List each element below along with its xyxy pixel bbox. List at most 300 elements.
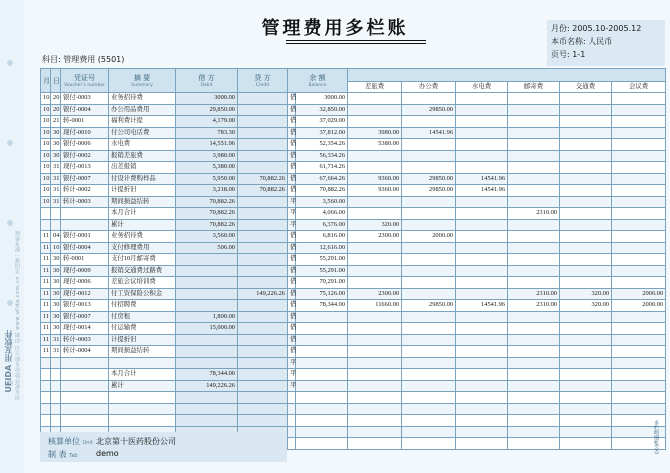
cell-transport	[560, 127, 612, 139]
cell-summary: 办公用品费用	[109, 104, 176, 116]
cell-direction: 借	[288, 346, 296, 358]
cell-meeting	[612, 139, 666, 151]
ledger-row	[41, 277, 666, 289]
cell-utilities	[456, 380, 508, 392]
expense-col-header: 交通费	[560, 82, 612, 93]
cell-month: 11	[41, 277, 51, 289]
cell-travel	[348, 415, 402, 427]
ledger-row	[41, 311, 666, 323]
cell-direction: 借	[288, 265, 296, 277]
cell-balance: 67,664.26	[296, 173, 348, 185]
cell-travel: 3980.00	[348, 127, 402, 139]
col-balance-header: 余 额 Balance	[288, 69, 348, 93]
cell-debit: 1,800.00	[176, 311, 238, 323]
ledger-row	[41, 415, 666, 427]
cell-meeting	[612, 219, 666, 231]
cell-utilities	[456, 426, 508, 438]
cell-postage: 2310.00	[508, 300, 560, 312]
cell-voucher: 转计-0003	[61, 334, 109, 346]
cell-meeting	[612, 311, 666, 323]
cell-office	[402, 208, 456, 220]
cell-summary	[109, 392, 176, 404]
cell-summary	[109, 357, 176, 369]
cell-balance	[296, 403, 348, 415]
cell-summary: 出差报销	[109, 162, 176, 174]
cell-debit	[176, 288, 238, 300]
cell-balance: 4,066.00	[296, 208, 348, 220]
cell-balance: 78,344.00	[296, 300, 348, 312]
col-day-header: 日	[51, 69, 61, 93]
cell-balance	[296, 426, 348, 438]
cell-transport	[560, 369, 612, 381]
cell-meeting	[612, 104, 666, 116]
cell-month	[41, 219, 51, 231]
cell-month: 10	[41, 162, 51, 174]
cell-utilities	[456, 93, 508, 105]
cell-meeting	[612, 265, 666, 277]
cell-direction: 借	[288, 116, 296, 128]
punch-hole	[7, 140, 13, 146]
cell-direction: 借	[288, 104, 296, 116]
cell-office: 29850.00	[402, 173, 456, 185]
cell-utilities	[456, 415, 508, 427]
cell-month	[41, 392, 51, 404]
cell-voucher: 转计-0004	[61, 346, 109, 358]
ledger-row	[41, 127, 666, 139]
cell-meeting	[612, 380, 666, 392]
cell-summary: 期间损益结转	[109, 346, 176, 358]
cell-day: 20	[51, 104, 61, 116]
cell-meeting	[612, 162, 666, 174]
cell-transport	[560, 231, 612, 243]
expense-columns-group	[348, 69, 666, 82]
cell-office: 29850.00	[402, 300, 456, 312]
cell-voucher: 银付-0007	[61, 311, 109, 323]
cell-utilities	[456, 357, 508, 369]
punch-hole	[7, 220, 13, 226]
cell-travel: 11660.00	[348, 300, 402, 312]
cell-transport	[560, 392, 612, 404]
cell-summary: 计提折旧	[109, 334, 176, 346]
cell-voucher: 银付-0004	[61, 242, 109, 254]
cell-postage	[508, 392, 560, 404]
cell-summary: 累计	[109, 380, 176, 392]
ledger-row	[41, 173, 666, 185]
cell-office	[402, 403, 456, 415]
cell-balance: 37,029.00	[296, 116, 348, 128]
cell-voucher	[61, 403, 109, 415]
cell-meeting	[612, 346, 666, 358]
cell-travel	[348, 426, 402, 438]
cell-travel	[348, 311, 402, 323]
cell-voucher: 银付-0007	[61, 173, 109, 185]
cell-office	[402, 380, 456, 392]
cell-credit	[238, 196, 288, 208]
cell-meeting	[612, 231, 666, 243]
cell-month: 10	[41, 173, 51, 185]
cell-summary: 本月合计	[109, 208, 176, 220]
cell-credit	[238, 116, 288, 128]
cell-office	[402, 162, 456, 174]
cell-credit	[238, 162, 288, 174]
cell-debit: 5,950.00	[176, 173, 238, 185]
col-month-header: 月	[41, 69, 51, 93]
expense-col-header: 会议费	[612, 82, 666, 93]
cell-debit: 70,882.26	[176, 196, 238, 208]
cell-transport	[560, 173, 612, 185]
cell-transport	[560, 139, 612, 151]
cell-utilities	[456, 127, 508, 139]
cell-summary: 付房租	[109, 311, 176, 323]
cell-postage	[508, 231, 560, 243]
cell-meeting	[612, 277, 666, 289]
cell-utilities	[456, 277, 508, 289]
cell-credit	[238, 139, 288, 151]
cell-balance	[296, 346, 348, 358]
cell-balance	[296, 311, 348, 323]
cell-balance	[296, 438, 348, 450]
ledger-row	[41, 392, 666, 404]
cell-summary: 付公司电话费	[109, 127, 176, 139]
cell-credit	[238, 334, 288, 346]
cell-debit	[176, 254, 238, 266]
cell-postage	[508, 265, 560, 277]
cell-month: 11	[41, 311, 51, 323]
cell-debit	[176, 357, 238, 369]
cell-debit: 78,344.00	[176, 369, 238, 381]
cell-postage	[508, 415, 560, 427]
cell-balance: 6,816.00	[296, 231, 348, 243]
cell-office	[402, 311, 456, 323]
cell-debit: 3,218.00	[176, 185, 238, 197]
cell-direction: 借	[288, 150, 296, 162]
cell-transport	[560, 265, 612, 277]
ledger-row	[41, 93, 666, 105]
cell-meeting	[612, 185, 666, 197]
cell-voucher: 现付-0014	[61, 323, 109, 335]
cell-day: 30	[51, 150, 61, 162]
cell-voucher: 现付-0013	[61, 162, 109, 174]
cell-transport	[560, 426, 612, 438]
cell-transport	[560, 415, 612, 427]
cell-office	[402, 415, 456, 427]
cell-month: 10	[41, 139, 51, 151]
cell-month: 10	[41, 116, 51, 128]
cell-balance	[296, 323, 348, 335]
cell-day: 31	[51, 196, 61, 208]
cell-meeting	[612, 242, 666, 254]
cell-travel: 320.00	[348, 219, 402, 231]
cell-travel	[348, 334, 402, 346]
ledger-table	[40, 68, 666, 450]
ledger-row	[41, 346, 666, 358]
cell-postage	[508, 346, 560, 358]
cell-balance	[296, 415, 348, 427]
cell-postage: 2310.00	[508, 288, 560, 300]
cell-direction	[288, 392, 296, 404]
cell-travel: 2300.00	[348, 231, 402, 243]
cell-direction: 借	[288, 288, 296, 300]
cell-credit: 149,226.26	[238, 288, 288, 300]
ledger-row	[41, 357, 666, 369]
cell-office	[402, 357, 456, 369]
cell-travel	[348, 208, 402, 220]
cell-debit	[176, 415, 238, 427]
cell-summary	[109, 415, 176, 427]
cell-day	[51, 415, 61, 427]
cell-debit	[176, 403, 238, 415]
ledger-row	[41, 139, 666, 151]
cell-office: 2000.00	[402, 231, 456, 243]
cell-month: 10	[41, 127, 51, 139]
strip-print-text: 用友软件股份有限公司 印制 www.ufida.com.cn 全国统一服务热线	[15, 230, 21, 400]
cell-travel	[348, 369, 402, 381]
cell-day: 31	[51, 185, 61, 197]
cell-office: 14541.96	[402, 127, 456, 139]
cell-postage	[508, 196, 560, 208]
cell-debit: 70,882.26	[176, 208, 238, 220]
cell-utilities	[456, 116, 508, 128]
cell-office	[402, 426, 456, 438]
cell-direction: 平	[288, 357, 296, 369]
cell-postage	[508, 311, 560, 323]
cell-transport	[560, 208, 612, 220]
cell-month: 11	[41, 323, 51, 335]
cell-postage	[508, 426, 560, 438]
cell-balance: 52,354.26	[296, 139, 348, 151]
cell-month: 11	[41, 346, 51, 358]
cell-credit	[238, 93, 288, 105]
cell-debit: 149,226.26	[176, 380, 238, 392]
cell-utilities	[456, 162, 508, 174]
cell-direction: 借	[288, 242, 296, 254]
ledger-row	[41, 150, 666, 162]
cell-direction: 借	[288, 139, 296, 151]
cell-voucher: 转计-0002	[61, 185, 109, 197]
cell-travel	[348, 242, 402, 254]
cell-travel: 5380.00	[348, 139, 402, 151]
cell-utilities	[456, 196, 508, 208]
cell-voucher: 现付-0006	[61, 277, 109, 289]
col-debit-header: 借 方 Debit	[176, 69, 238, 93]
cell-postage	[508, 162, 560, 174]
expense-col-header: 差旅费	[348, 82, 402, 93]
cell-balance: 56,334.26	[296, 150, 348, 162]
cell-summary	[109, 403, 176, 415]
cell-utilities	[456, 104, 508, 116]
cell-transport	[560, 116, 612, 128]
cell-day: 21	[51, 116, 61, 128]
cell-month: 10	[41, 196, 51, 208]
ledger-row	[41, 369, 666, 381]
cell-credit: 70,882.26	[238, 173, 288, 185]
cell-postage	[508, 127, 560, 139]
ledger-row	[41, 116, 666, 128]
cell-day: 30	[51, 265, 61, 277]
cell-transport: 320.00	[560, 288, 612, 300]
cell-office	[402, 254, 456, 266]
cell-direction	[288, 426, 296, 438]
cell-credit	[238, 369, 288, 381]
ledger-row	[41, 380, 666, 392]
cell-postage	[508, 277, 560, 289]
cell-meeting	[612, 116, 666, 128]
cell-utilities: 14541.96	[456, 173, 508, 185]
maker-label: 制 表 Tab	[48, 450, 78, 459]
cell-meeting	[612, 127, 666, 139]
cell-office: 29850.00	[402, 104, 456, 116]
ledger-row	[41, 254, 666, 266]
cell-balance	[296, 334, 348, 346]
cell-utilities	[456, 392, 508, 404]
cell-month: 11	[41, 334, 51, 346]
cell-utilities	[456, 403, 508, 415]
cell-direction: 借	[288, 127, 296, 139]
cell-voucher: 现付-0012	[61, 288, 109, 300]
cell-summary: 付工资保险公积金	[109, 288, 176, 300]
cell-utilities	[456, 254, 508, 266]
cell-voucher: 转计-0003	[61, 196, 109, 208]
cell-summary: 付招聘费	[109, 300, 176, 312]
cell-meeting	[612, 357, 666, 369]
cell-transport	[560, 162, 612, 174]
cell-office	[402, 219, 456, 231]
cell-office	[402, 288, 456, 300]
cell-credit: 70,882.26	[238, 185, 288, 197]
cell-debit: 506.00	[176, 242, 238, 254]
cell-meeting	[612, 254, 666, 266]
cell-meeting	[612, 196, 666, 208]
ledger-row	[41, 104, 666, 116]
cell-travel	[348, 403, 402, 415]
cell-voucher: 转-0001	[61, 116, 109, 128]
subject-text: 科目: 管理费用 (5501)	[42, 55, 125, 64]
cell-voucher	[61, 415, 109, 427]
cell-office	[402, 242, 456, 254]
cell-credit	[238, 277, 288, 289]
cell-meeting	[612, 323, 666, 335]
cell-voucher	[61, 380, 109, 392]
page-title: 管理费用多栏账	[261, 18, 409, 39]
cell-postage	[508, 403, 560, 415]
cell-voucher: 现付-0010	[61, 127, 109, 139]
cell-meeting: 2000.00	[612, 288, 666, 300]
cell-meeting	[612, 173, 666, 185]
cell-balance: 6,376.00	[296, 219, 348, 231]
cell-month: 10	[41, 93, 51, 105]
cell-day: 31	[51, 346, 61, 358]
cell-voucher: 现付-0009	[61, 265, 109, 277]
cell-balance: 70,882.26	[296, 185, 348, 197]
cell-utilities: 14541.96	[456, 185, 508, 197]
cell-day: 30	[51, 254, 61, 266]
cell-utilities	[456, 323, 508, 335]
expense-col-header: 邮寄费	[508, 82, 560, 93]
cell-travel	[348, 196, 402, 208]
cell-office	[402, 150, 456, 162]
cell-direction: 借	[288, 300, 296, 312]
cell-balance: 37,812.00	[296, 127, 348, 139]
col-credit-header: 贷 方 Credit	[238, 69, 288, 93]
cell-summary: 支付10月邮寄费	[109, 254, 176, 266]
col-voucher-header: 凭证号 Voucher's number	[61, 69, 109, 93]
cell-day	[51, 219, 61, 231]
cell-voucher: 银付-0001	[61, 231, 109, 243]
cell-summary: 福利费计提	[109, 116, 176, 128]
cell-month: 10	[41, 150, 51, 162]
cell-credit	[238, 104, 288, 116]
cell-postage	[508, 334, 560, 346]
cell-balance: 61,714.26	[296, 162, 348, 174]
cell-credit	[238, 346, 288, 358]
cell-travel	[348, 323, 402, 335]
cell-travel: 2300.00	[348, 288, 402, 300]
cell-day: 30	[51, 127, 61, 139]
cell-balance: 55,291.00	[296, 254, 348, 266]
cell-direction: 借	[288, 185, 296, 197]
cell-office	[402, 139, 456, 151]
cell-utilities	[456, 231, 508, 243]
cell-debit: 3,560.00	[176, 231, 238, 243]
cell-debit	[176, 277, 238, 289]
cell-day: 31	[51, 162, 61, 174]
cell-transport	[560, 93, 612, 105]
cell-voucher	[61, 219, 109, 231]
cell-summary: 计提折旧	[109, 185, 176, 197]
cell-day: 20	[51, 93, 61, 105]
cell-summary: 付设计费购样品	[109, 173, 176, 185]
punch-hole	[7, 300, 13, 306]
cell-postage	[508, 173, 560, 185]
cell-day	[51, 369, 61, 381]
ledger-row	[41, 334, 666, 346]
brand-logo: UFIDA 用友软件	[4, 330, 13, 393]
cell-debit: 4,179.00	[176, 116, 238, 128]
cell-credit	[238, 403, 288, 415]
cell-summary: 业务招待费	[109, 93, 176, 105]
cell-credit	[238, 127, 288, 139]
cell-direction	[288, 415, 296, 427]
cell-day	[51, 357, 61, 369]
cell-utilities	[456, 242, 508, 254]
cell-credit	[238, 150, 288, 162]
cell-voucher	[61, 369, 109, 381]
cell-transport	[560, 346, 612, 358]
cell-month: 10	[41, 104, 51, 116]
ledger-row	[41, 208, 666, 220]
cell-credit	[238, 208, 288, 220]
ledger-row	[41, 300, 666, 312]
cell-voucher: 银付-0004	[61, 104, 109, 116]
cell-month: 11	[41, 242, 51, 254]
cell-office	[402, 346, 456, 358]
cell-meeting: 2000.00	[612, 300, 666, 312]
cell-transport	[560, 334, 612, 346]
cell-balance	[296, 357, 348, 369]
cell-office	[402, 438, 456, 450]
cell-transport	[560, 438, 612, 450]
cell-credit	[238, 219, 288, 231]
cell-postage	[508, 104, 560, 116]
cell-direction: 借	[288, 254, 296, 266]
cell-month: 11	[41, 288, 51, 300]
cell-voucher	[61, 357, 109, 369]
binding-strip	[0, 0, 24, 473]
cell-voucher: 银付-0003	[61, 93, 109, 105]
cell-postage	[508, 150, 560, 162]
cell-debit: 5,380.00	[176, 162, 238, 174]
side-note: 多栏明细账(全)	[653, 420, 659, 454]
